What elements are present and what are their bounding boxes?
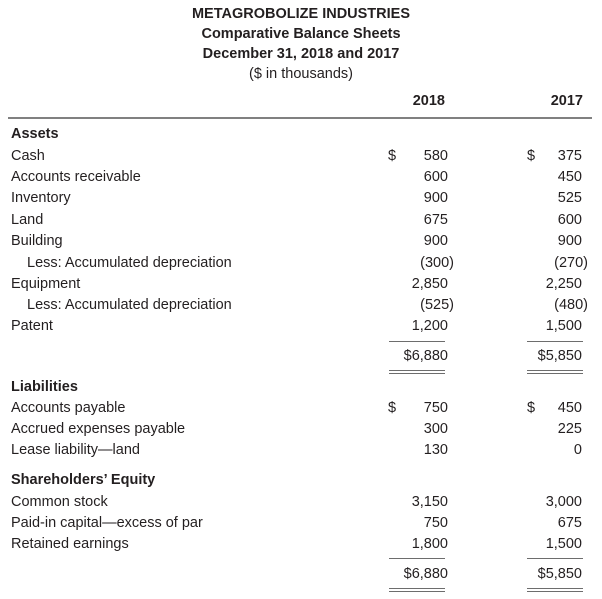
double-rule: [527, 591, 583, 592]
value-2018: 900: [423, 190, 448, 206]
table-row: [0, 188, 602, 209]
header-rule: [8, 117, 592, 119]
table-row: [0, 398, 602, 419]
value-2017: (270): [554, 255, 588, 271]
dollar-sign: $: [527, 400, 536, 416]
value-2018: 600: [423, 169, 448, 185]
value-2018: 675: [423, 212, 448, 228]
value-2018: 580: [423, 148, 448, 164]
value-2017: 0: [573, 442, 582, 458]
table-row: [0, 419, 602, 440]
row-label: Building: [11, 233, 63, 249]
row-label: Retained earnings: [11, 536, 129, 552]
row-label: Common stock: [11, 494, 108, 510]
total-row: [0, 564, 602, 585]
table-row: [0, 210, 602, 231]
double-rule: [527, 370, 583, 371]
dollar-sign: $: [388, 400, 397, 416]
row-label: Less: Accumulated depreciation: [27, 255, 232, 271]
table-row: [0, 167, 602, 188]
section-heading-row: [0, 470, 602, 491]
double-rule: [389, 370, 445, 371]
row-label: Land: [11, 212, 44, 228]
value-2017: (480): [554, 297, 588, 313]
table-row: [0, 492, 602, 513]
value-2017: 675: [557, 515, 582, 531]
section-heading: Shareholders’ Equity: [11, 472, 156, 488]
row-label: Accounts payable: [11, 400, 126, 416]
double-rule: [389, 591, 445, 592]
row-label: Paid-in capital—excess of par: [11, 515, 203, 531]
column-header-2018: 2018: [412, 93, 445, 109]
row-label: Cash: [11, 148, 45, 164]
table-row: [0, 231, 602, 252]
subtotal-rule: [389, 341, 445, 342]
subtotal-rule: [527, 341, 583, 342]
value-2017: 1,500: [545, 318, 582, 334]
table-row: [0, 253, 602, 274]
value-2017: 600: [557, 212, 582, 228]
company-name: METAGROBOLIZE INDUSTRIES: [191, 6, 411, 22]
value-2018: 900: [423, 233, 448, 249]
value-2018: 130: [423, 442, 448, 458]
value-2018: 750: [423, 515, 448, 531]
statement-title: Comparative Balance Sheets: [201, 26, 401, 42]
double-rule: [389, 588, 445, 589]
section-heading: Assets: [11, 126, 59, 142]
value-2018: (525): [420, 297, 454, 313]
double-rule: [389, 373, 445, 374]
value-2018: 750: [423, 400, 448, 416]
value-2018: 1,800: [411, 536, 448, 552]
row-label: Accrued expenses payable: [11, 421, 186, 437]
row-label: Inventory: [11, 190, 71, 206]
value-2017: 3,000: [545, 494, 582, 510]
section-heading-row: [0, 377, 602, 398]
row-label: Accounts receivable: [11, 169, 141, 185]
value-2017: 2,250: [545, 276, 582, 292]
row-label: Less: Accumulated depreciation: [27, 297, 232, 313]
statement-date: December 31, 2018 and 2017: [202, 46, 400, 62]
total-2017: $5,850: [537, 566, 582, 582]
table-row: [0, 146, 602, 167]
value-2017: 900: [557, 233, 582, 249]
table-row: [0, 316, 602, 337]
units-note: ($ in thousands): [249, 66, 353, 82]
value-2017: 525: [557, 190, 582, 206]
row-label: Equipment: [11, 276, 81, 292]
row-label: Patent: [11, 318, 53, 334]
subtotal-rule: [527, 558, 583, 559]
total-2018: $6,880: [403, 348, 448, 364]
column-header-2017: 2017: [550, 93, 583, 109]
total-2017: $5,850: [537, 348, 582, 364]
total-2018: $6,880: [403, 566, 448, 582]
total-row: [0, 346, 602, 367]
table-row: [0, 440, 602, 461]
value-2017: 375: [557, 148, 582, 164]
double-rule: [527, 373, 583, 374]
value-2018: 2,850: [411, 276, 448, 292]
table-row: [0, 274, 602, 295]
value-2017: 450: [557, 169, 582, 185]
value-2018: 3,150: [411, 494, 448, 510]
table-row: [0, 513, 602, 534]
value-2017: 1,500: [545, 536, 582, 552]
section-heading-row: [0, 124, 602, 145]
double-rule: [527, 588, 583, 589]
value-2017: 450: [557, 400, 582, 416]
subtotal-rule: [389, 558, 445, 559]
value-2018: (300): [420, 255, 454, 271]
table-row: [0, 295, 602, 316]
value-2018: 1,200: [411, 318, 448, 334]
row-label: Lease liability—land: [11, 442, 140, 458]
section-heading: Liabilities: [11, 379, 78, 395]
value-2017: 225: [557, 421, 582, 437]
dollar-sign: $: [527, 148, 536, 164]
value-2018: 300: [423, 421, 448, 437]
table-row: [0, 534, 602, 555]
dollar-sign: $: [388, 148, 397, 164]
